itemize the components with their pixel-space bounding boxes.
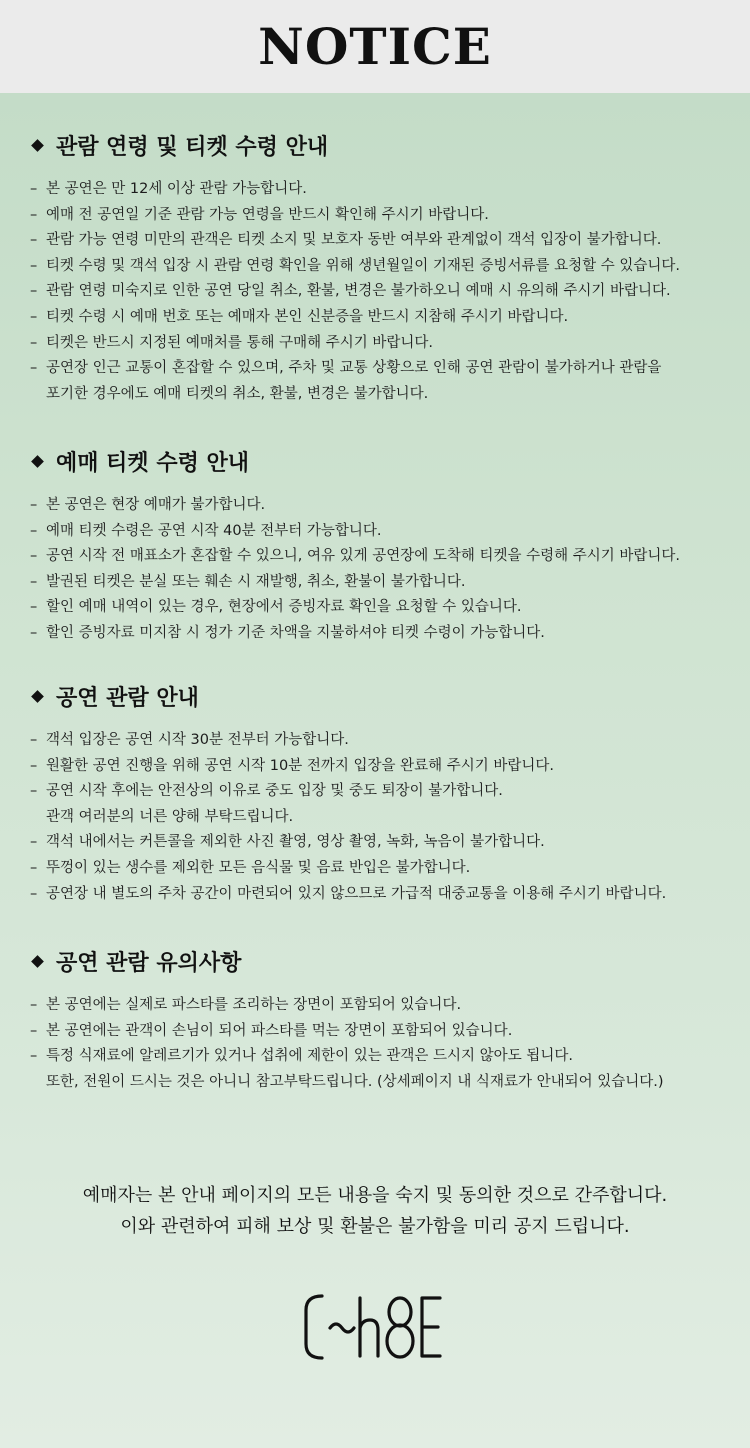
diamond-bullet-icon — [31, 455, 44, 468]
list-item: – 티켓 수령 시 예매 번호 또는 예매자 본인 신분증을 반드시 지참해 주시기 바랍니다. — [30, 305, 730, 331]
list-item: – 특정 식재료에 알레르기가 있거나 섭취에 제한이 있는 관객은 드시지 않아도 됩니다. — [30, 1044, 730, 1070]
notice-list — [30, 728, 730, 907]
list-item-continued: 포기한 경우에도 예매 티켓의 취소, 환불, 변경은 불가합니다. — [46, 385, 429, 402]
section-title: 공연 관람 안내 — [30, 680, 730, 712]
list-item: – 예매 티켓 수령은 공연 시작 40분 전부터 가능합니다. — [30, 519, 730, 545]
list-item: – 본 공연은 만 12세 이상 관람 가능합니다. — [30, 177, 730, 203]
list-item: – 뚜껑이 있는 생수를 제외한 모든 음식물 및 음료 반입은 불가합니다. — [30, 856, 730, 882]
section-title: 관람 연령 및 티켓 수령 안내 — [30, 129, 730, 161]
list-item-continued: 관객 여러분의 너른 양해 부탁드립니다. — [46, 808, 294, 825]
list-item: – 본 공연은 현장 예매가 불가합니다. — [30, 493, 730, 519]
diamond-bullet-icon — [31, 955, 44, 968]
section-ticket-pickup — [30, 445, 730, 647]
page-title: NOTICE — [258, 17, 492, 76]
list-item: – 발권된 티켓은 분실 또는 훼손 시 재발행, 취소, 환불이 불가합니다. — [30, 570, 730, 596]
notice-header — [0, 0, 750, 93]
list-item: – 본 공연에는 실제로 파스타를 조리하는 장면이 포함되어 있습니다. — [30, 993, 730, 1019]
notice-list — [30, 993, 730, 1095]
list-item: – 티켓은 반드시 지정된 예매처를 통해 구매해 주시기 바랍니다. — [30, 331, 730, 357]
list-item: – 예매 전 공연일 기준 관람 가능 연령을 반드시 확인해 주시기 바랍니다. — [30, 203, 730, 229]
list-item: – 할인 증빙자료 미지참 시 정가 기준 차액을 지불하셔야 티켓 수령이 가능합니다. — [30, 621, 730, 647]
list-item: – 관람 가능 연령 미만의 관객은 티켓 소지 및 보호자 동반 여부와 관계없이 객석 입장이 불가합니다. — [30, 228, 730, 254]
list-item: – 티켓 수령 및 객석 입장 시 관람 연령 확인을 위해 생년월일이 기재된 증빙서류를 요청할 수 있습니다. — [30, 254, 730, 280]
list-item: – 객석 입장은 공연 시작 30분 전부터 가능합니다. — [30, 728, 730, 754]
section-title: 예매 티켓 수령 안내 — [30, 445, 730, 477]
brand-logo — [300, 1290, 450, 1364]
section-title: 공연 관람 유의사항 — [30, 945, 730, 977]
list-item: – 본 공연에는 관객이 손님이 되어 파스타를 먹는 장면이 포함되어 있습니다. — [30, 1019, 730, 1045]
list-item: – 객석 내에서는 커튼콜을 제외한 사진 촬영, 영상 촬영, 녹화, 녹음이 불가합니다. — [30, 830, 730, 856]
notice-list — [30, 493, 730, 647]
list-item: – 원활한 공연 진행을 위해 공연 시작 10분 전까지 입장을 완료해 주시기 바랍니다. — [30, 754, 730, 780]
notice-list — [30, 177, 730, 407]
list-item: – 공연 시작 후에는 안전상의 이유로 중도 입장 및 중도 퇴장이 불가합니다. — [30, 779, 730, 805]
agreement-notice — [0, 1180, 750, 1242]
list-item: – 관람 연령 미숙지로 인한 공연 당일 취소, 환불, 변경은 불가하오니 예매 시 유의해 주시기 바랍니다. — [30, 279, 730, 305]
list-item: – 공연장 내 별도의 주차 공간이 마련되어 있지 않으므로 가급적 대중교통을 이용해 주시기 바랍니다. — [30, 882, 730, 908]
list-item: – 할인 예매 내역이 있는 경우, 현장에서 증빙자료 확인을 요청할 수 있습니다. — [30, 595, 730, 621]
list-item-continued: 또한, 전원이 드시는 것은 아니니 참고부탁드립니다. (상세페이지 내 식재료가 안내되어 있습니다.) — [46, 1073, 664, 1090]
list-item: – 공연 시작 전 매표소가 혼잡할 수 있으니, 여유 있게 공연장에 도착해 티켓을 수령해 주시기 바랍니다. — [30, 544, 730, 570]
section-age-ticket — [30, 129, 730, 407]
section-cautions — [30, 945, 730, 1095]
agreement-line-1: 예매자는 본 안내 페이지의 모든 내용을 숙지 및 동의한 것으로 간주합니다. — [82, 1185, 668, 1206]
agreement-line-2: 이와 관련하여 피해 보상 및 환불은 불가함을 미리 공지 드립니다. — [120, 1216, 630, 1237]
section-viewing-guide — [30, 680, 730, 907]
list-item: – 공연장 인근 교통이 혼잡할 수 있으며, 주차 및 교통 상황으로 인해 공연 관람이 불가하거나 관람을 — [30, 356, 730, 382]
brand-logo-mark — [300, 1290, 450, 1364]
diamond-bullet-icon — [31, 690, 44, 703]
diamond-bullet-icon — [31, 139, 44, 152]
